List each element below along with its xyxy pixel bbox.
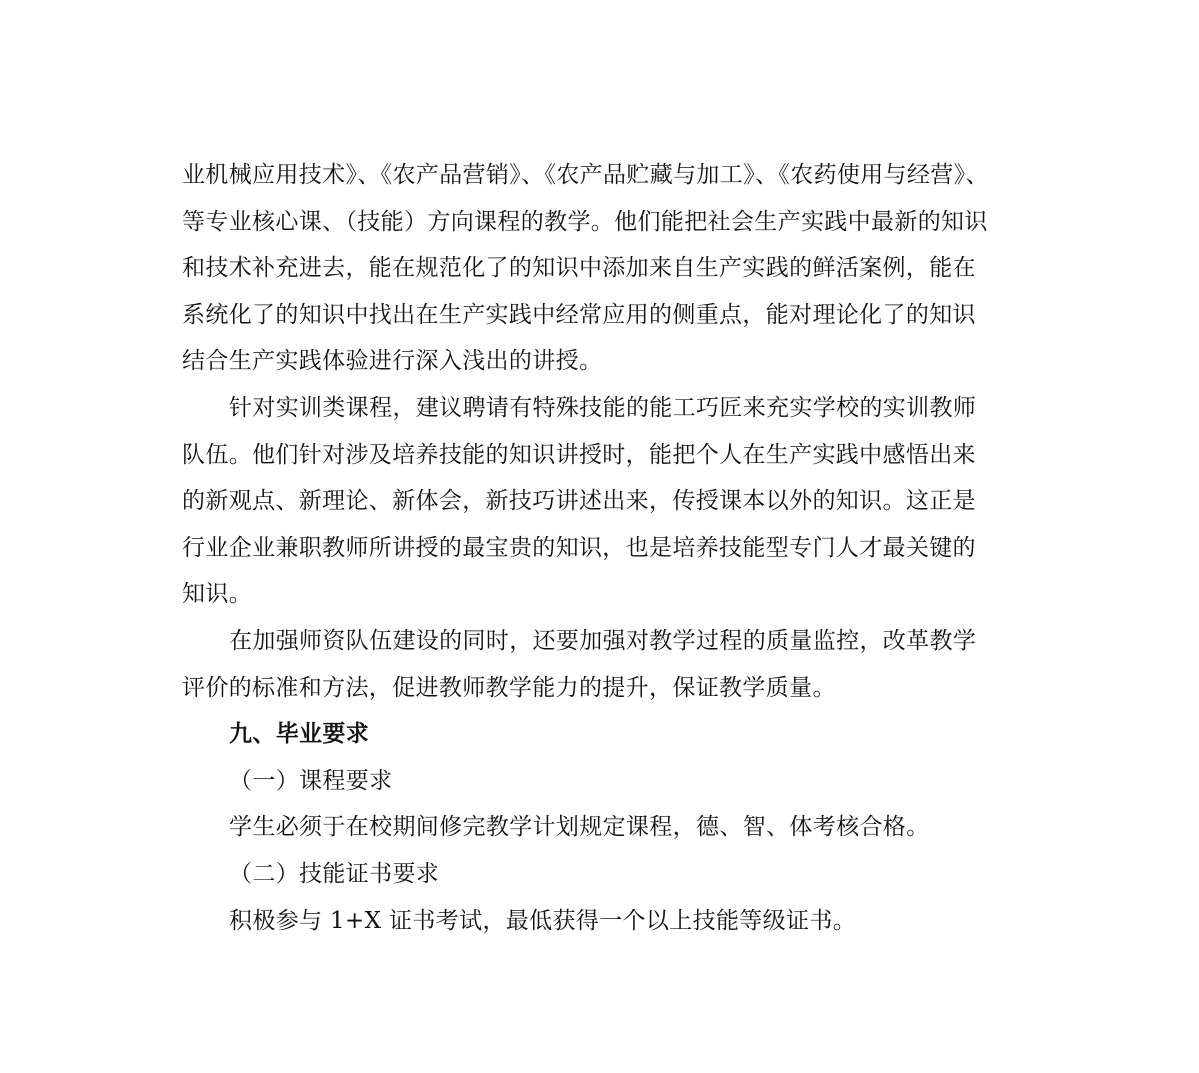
subsection-heading: （一）课程要求 — [229, 767, 393, 794]
paragraph-line: 针对实训类课程，建议聘请有特殊技能的能工巧匠来充实学校的实训教师 — [229, 394, 977, 421]
document-page — [182, 152, 1012, 944]
subsection-heading: （二）技能证书要求 — [229, 860, 440, 887]
paragraph-line: 和技术补充进去，能在规范化了的知识中添加来自生产实践的鲜活案例，能在 — [182, 255, 976, 282]
paragraph-line: 在加强师资队伍建设的同时，还要加强对教学过程的质量监控，改革教学 — [229, 627, 977, 654]
paragraph-line: 学生必须于在校期间修完教学计划规定课程，德、智、体考核合格。 — [229, 814, 930, 841]
paragraph-line: 积极参与 1+X 证书考试，最低获得一个以上技能等级证书。 — [229, 907, 857, 934]
paragraph-line: 知识。 — [182, 581, 253, 608]
paragraph-line: 行业企业兼职教师所讲授的最宝贵的知识，也是培养技能型专门人才最关键的 — [182, 534, 976, 561]
paragraph-line: 结合生产实践体验进行深入浅出的讲授。 — [182, 348, 603, 375]
paragraph-line: 队伍。他们针对涉及培养技能的知识讲授时，能把个人在生产实践中感悟出来 — [182, 441, 976, 468]
paragraph-line: 系统化了的知识中找出在生产实践中经常应用的侧重点，能对理论化了的知识 — [182, 301, 976, 328]
paragraph-line: 等专业核心课、（技能）方向课程的教学。他们能把社会生产实践中最新的知识 — [182, 208, 988, 235]
paragraph-line: 评价的标准和方法，促进教师教学能力的提升，保证教学质量。 — [182, 674, 836, 701]
section-heading: 九、毕业要求 — [229, 720, 370, 748]
paragraph-line: 的新观点、新理论、新体会，新技巧讲述出来，传授课本以外的知识。这正是 — [182, 488, 976, 515]
paragraph-line: 业机械应用技术》、《农产品营销》、《农产品贮藏与加工》、《农药使用与经营》、 — [182, 162, 989, 188]
